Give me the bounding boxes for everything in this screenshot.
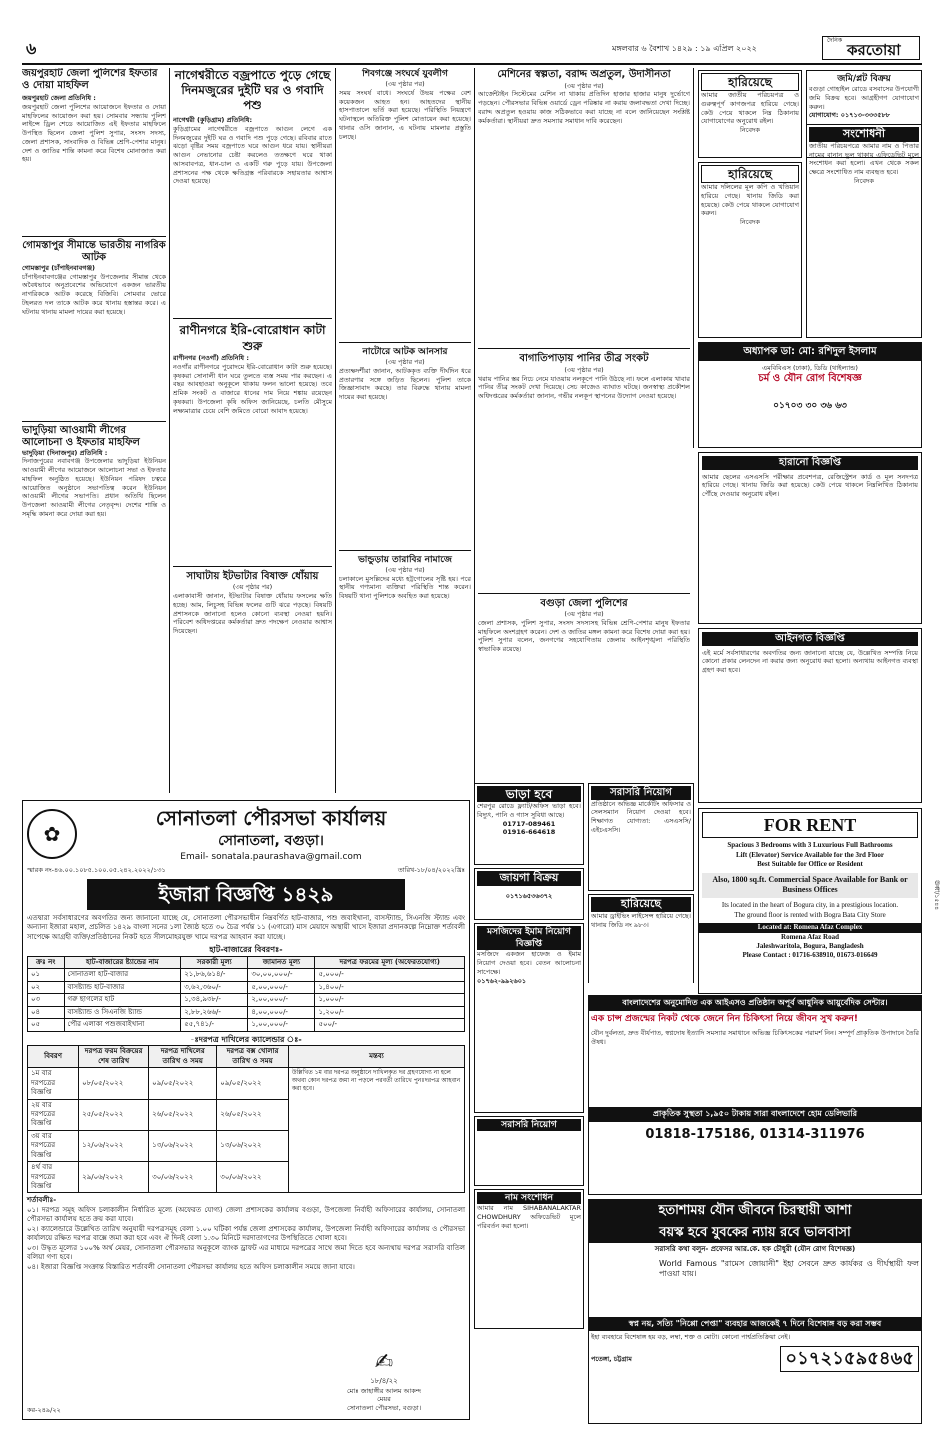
sh-head-2: বয়স্ক হবে যুবকের ন্যায় রবে ভালবাসা	[589, 1222, 921, 1244]
table-cell: ০৫	[28, 1019, 65, 1031]
table-cell: ১২/০৬/২০২২	[79, 1130, 149, 1161]
sh-sub: সরাসরি কথা বলুন- প্রফেসর আর.কে. হক চৌধুরী (যৌন রোগ বিশেষজ্ঞ)	[654, 1245, 856, 1254]
table-cell: ১৩/০৬/২০২২	[217, 1130, 289, 1161]
mayor-office: সোনাতলা পৌরসভা, বগুড়া।	[346, 1404, 422, 1413]
sexual-health-ad	[588, 1199, 922, 1424]
table-cell: ০৮/০৫/২০২২	[79, 1068, 149, 1099]
table-remark-cell: উল্লিখিত ১ম বার দরপত্র অনুষ্ঠানে দাখিলকৃত দর গ্রহণযোগ্য না হলে অথবা কোন দরপত্র জমা না পড়লে পরবর্তী তারিখে পুনঃদরপত্র আহবান করা হবে।	[288, 1068, 464, 1193]
story-8-sub: (৩য় পৃষ্ঠার পর)	[385, 358, 425, 367]
lost-notice-title: হারানো বিজ্ঞপ্তি	[702, 456, 918, 470]
sh-body: ইহা ব্যবহারে বিশেষাঙ্গ হয় বড়, লম্বা, শক্ত ও মোটা। কোনো পার্শ্বপ্রতিক্রিয়া নেই।	[591, 1333, 791, 1342]
table-cell: ০১	[28, 969, 65, 981]
for-rent-line-2: Lift (Elevator) Service Available for the 3rd Floor	[735, 850, 885, 859]
story-7-headline: শিবগঞ্জে সংঘর্ষে যুবলীগ	[362, 69, 448, 79]
mayor-name: মোঃ জাহাঙ্গীর আলম আকন্দ	[347, 1386, 421, 1395]
table-cell: ১,২০০/-	[315, 1006, 465, 1018]
doctor-specialty: চর্ম ও যৌন রোগ বিশেষজ্ঞ	[758, 373, 862, 385]
mayor-signature	[309, 1348, 459, 1413]
market-table-caption: হাট-বাজারের বিবরণঃ-	[209, 945, 283, 955]
table-cell: ৫৫,৭৪১/-	[181, 1019, 248, 1031]
story-5-headline: রাণীনগরে ইরি-বোরোধান কাটা শুরু	[179, 322, 326, 353]
story-1-body: জয়পুরহাট জেলা পুলিশের আয়োজনে ইফতার ও দোয়া মাহফিলের আয়োজন করা হয়। সোমবার সন্ধ্যায় পুলিশ লাইন্সে ড্রিল শেডে আয়োজিত এই ইফতার মাহফিলে উপস্থিত ছিলেন জেলা পুলিশ সুপার, সংসদ সদস্য, জেলা প্রশাসক, সাংবাদিক ও বিভিন্ন শ্রেণি-পেশার মানুষ। দেশ ও জাতির শান্তি কামনা করে বিশেষ মোনাজাত করা হয়।	[22, 102, 166, 164]
land-sale-body: বগুড়া গোহাইল রোডে বসবাসের উপযোগী জমি বিক্রয় হবে। আগ্রহীগণ যোগাযোগ করুন।	[809, 85, 919, 111]
column-1	[22, 68, 166, 793]
term-item: ০১। দরপত্র সমূহ অফিস চলাকালীন নির্ধারিত মূল্যে (অফেরত যোগ্য) জেলা প্রশাসকের কার্যালয় বগুড়া, উপজেলা নির্বাহী অফিসারের কার্যালয়, সোনাতলা পৌরসভা কার্যালয় হতে ক্রয় করা যাবে।	[27, 1205, 465, 1224]
table-cell: ৩,৬২,৩৬০/-	[181, 981, 248, 993]
story-9-sub: (৩য় পৃষ্ঠার পর)	[385, 565, 425, 574]
term-item: ০৪। ইজারা বিজ্ঞপ্তি সংক্রান্ত বিস্তারিত শর্তাবলী সোনাতলা পৌরসভা কার্যালয় হতে অফিস চলাকালীন সময়ে জানা যাবে।	[27, 1262, 355, 1271]
legal-notice	[698, 628, 922, 803]
table-cell: ০৩	[28, 994, 65, 1006]
sh-stripe: স্বপ্ন নয়, সত্যি "নিপ্পো পেপ্তা" ব্যবহার আজকেই ৭ দিনে বিশেষাঙ্গ বড় করা সম্ভব	[589, 1317, 921, 1332]
lost-ad-1	[698, 70, 802, 158]
story-2-headline: গোমস্তাপুর সীমান্তে ভারতীয় নাগরিক আটক	[22, 239, 166, 263]
calendar-table-caption: -ঃদরপত্র দাখিলের ক্যালেন্ডার ঃ-	[190, 1034, 302, 1044]
small-ads-2	[588, 783, 694, 983]
doctor-ad	[698, 342, 922, 448]
masthead	[22, 36, 922, 62]
table-cell: ৩০/০৬/২০২২	[217, 1162, 289, 1193]
story-4-headline: নাগেশ্বরীতে বজ্রপাতে পুড়ে গেছে দিনমজুরের দুইটি ঘর ও গবাদি পশু	[174, 68, 331, 112]
table-cell: সোনাতলা হাট-বাজার	[64, 969, 181, 981]
table-cell: ১,৩৪,৯৩৮/-	[181, 994, 248, 1006]
doctor-name: অধ্যাপক ডা: মো: রশিদুল ইসলাম	[699, 343, 921, 361]
lost-ad-2-body: আমার দলিলের মূল কপি ও খতিয়ান হারিয়ে গেছে। থানায় জিডি করা হয়েছে। কেউ পেয়ে থাকলে যোগাযোগ করুন।	[701, 183, 799, 218]
table-header-cell: দরপত্র ফরম বিক্রয়ের শেষ তারিখ	[79, 1046, 149, 1068]
story-7-sub: (৩য় পৃষ্ঠার পর)	[385, 80, 425, 89]
story-7-body: সময় সংঘর্ষ বাধে। সংঘর্ষে উভয় পক্ষের বেশ কয়েকজন আহত হন। আহতদের স্থানীয় হাসপাতালে ভর্তি করা হয়েছে। পরিস্থিতি নিয়ন্ত্রণে ঘটনাস্থলে অতিরিক্ত পুলিশ মোতায়েন করা হয়েছে। থানার ওসি জানান, এ ঘটনায় মামলার প্রস্তুতি চলছে।	[339, 88, 471, 141]
for-rent-line-5: Its located in the heart of Bogura city, in a prestigious location.	[721, 901, 899, 910]
job-ad-title: সরাসরি নিয়োগ	[591, 786, 691, 800]
lost-ad-3	[588, 894, 694, 983]
paper-name: করতোয়া	[847, 41, 901, 59]
story-6-body: এলাকাবাসী জানান, ইটভাটার বিষাক্ত ধোঁয়ায় ফসলের ক্ষতি হচ্ছে। আম, লিচুসহ বিভিন্ন ফলের গুটি ঝরে পড়ছে। বিষয়টি প্রশাসনকে জানানো হলেও কোনো ব্যবস্থা নেওয়া হয়নি। পরিবেশ অধিদপ্তরের কর্মকর্তারা দ্রুত পদক্ষেপ নেওয়ার আশ্বাস দিয়েছেন।	[173, 592, 332, 636]
correction-ad	[806, 124, 922, 338]
story-5-body: নওগাঁর রাণীনগরে পুরোদমে ইরি-বোরোধান কাটা শুরু হয়েছে। কৃষকরা সোনালী ধান ঘরে তুলতে ব্যস্ত সময় পার করছেন। এ বছর আবহাওয়া অনুকূলে থাকায় ফলন ভালো হয়েছে। তবে শ্রমিক সংকট ও বাজারে ধানের দাম নিয়ে শঙ্কায় রয়েছেন কৃষকরা। উপজেলা কৃষি অফিস জানিয়েছে, চলতি মৌসুমে লক্ষ্যমাত্রার চেয়ে বেশি জমিতে বোরো আবাদ হয়েছে।	[173, 362, 332, 415]
lost-ad-1-body: আমার জাতীয় পরিচয়পত্র ও গুরুত্বপূর্ণ কাগজপত্র হারিয়ে গেছে। কেউ পেয়ে থাকলে নিম্ন ঠিকানায় যোগাযোগের অনুরোধ রইল।	[701, 91, 799, 126]
for-rent-line-4: Also, 1800 sq.ft. Commercial Space Available for Bank or Business Offices	[702, 873, 918, 899]
column-4	[478, 68, 690, 793]
memo-number: স্মারক নং-৪৬.০০.১০৮৫.১০০.০৫.২৪২.২০২২/১৩১	[27, 866, 166, 875]
table-cell: ১৩/০৬/২০২২	[149, 1130, 217, 1161]
story-12-sub: (৩য় পৃষ্ঠার পর)	[564, 610, 604, 619]
lost-ad-1-sign: নিবেদক	[740, 126, 760, 135]
lost-ad-3-title: হারিয়েছে	[591, 897, 691, 912]
ayurvedic-price-line: প্রাকৃতিক সুস্থতা ১,৯৫০ টাকায় সারা বাংলাদেশে হোম ডেলিভারি	[589, 1107, 921, 1122]
name-change-body: আমার নাম SIHABANALAKTAR CHOWDHURY অফিডেভিট মূলে পরিবর্তন করা হলো।	[477, 1204, 581, 1230]
table-cell: বাসষ্ট্যান্ড হাট-বাজার	[64, 981, 181, 993]
ayurvedic-contact: 01818-175186, 01314-311976	[645, 1126, 865, 1142]
term-item: ০২। ক্যালেন্ডারে উল্লেখিত তারিখ অনুযায়ী দরপত্রসমূহ বেলা ১.০০ ঘটিকা পর্যন্ত জেলা প্রশাসকের কার্যালয়, উপজেলা নির্বাহী অফিসারের কার্যালয় ও পৌরসভা কার্যালয়ে রক্ষিত দরপত্র বাক্সে জমা করা হবে এবং ঐ দিনই বেলা ১.৩০ মিনিটে দরদাতাগণের উপস্থিতিতে খোলা হবে।	[27, 1224, 465, 1243]
sidebar-vertical-text: ঊব্বী/১৫৪৪	[933, 880, 940, 910]
story-3-byline: ভাদুড়িয়া (দিনাজপুর) প্রতিনিধি :	[22, 448, 108, 457]
correction-sign: নিবেদক	[854, 176, 874, 185]
signature-mark: ✍	[374, 1349, 394, 1375]
ayurvedic-ad	[588, 995, 922, 1195]
story-4-body: কুড়িগ্রামের নাগেশ্বরীতে বজ্রপাতে আগুন লেগে এক দিনমজুরের দুইটি ঘর ও গবাদি পশু পুড়ে গেছে। রবিবার রাতে ঝড়ো বৃষ্টির সময় বজ্রপাতে ঘরে আগুন ধরে যায়। স্থানীয়রা আগুন নেভানোর চেষ্টা করলেও ততক্ষণে ঘরে থাকা আসবাবপত্র, ধান-চাল ও একটি গরু পুড়ে যায়। উপজেলা প্রশাসনের পক্ষ থেকে ক্ষতিগ্রস্ত পরিবারকে সহায়তার আশ্বাস দেওয়া হয়েছে।	[173, 124, 332, 186]
table-row	[28, 969, 465, 981]
doctor-degree: এমবিবিএস (ঢাকা), ডিডি (থাইল্যান্ড)	[762, 363, 858, 372]
calendar-table	[27, 1045, 465, 1193]
table-cell: ২৯/০৬/২০২২	[79, 1162, 149, 1193]
table-cell: ২,৮৮,২৬৬/-	[181, 1006, 248, 1018]
terms-list	[27, 1206, 465, 1272]
story-2-byline: গোমস্তাপুর (চাঁপাইনবাবগঞ্জ)	[22, 263, 96, 272]
for-rent-line-7: Located at: Romena Afaz Complex	[699, 923, 921, 932]
job-ad-2-title: সরাসরি নিয়োগ	[477, 1119, 581, 1131]
story-9-body: চলাকালে মুসল্লিদের মধ্যে হট্টগোলের সৃষ্টি হয়। পরে স্থানীয় গণ্যমান্য ব্যক্তিরা পরিস্থিতি শান্ত করেন। বিষয়টি থানা পুলিশকে অবহিত করা হয়েছে।	[339, 574, 471, 601]
lost-ad-1-title: হারিয়েছে	[701, 73, 799, 91]
story-10-headline: মেশিনের স্বল্পতা, বরাদ্দ অপ্রতুল, উদাসীনতা	[497, 69, 671, 80]
table-cell: ২৫/০৫/২০২২	[79, 1099, 149, 1130]
story-8-body: প্রত্যক্ষদর্শীরা জানান, আটককৃত ব্যক্তি দীর্ঘদিন ধরে প্রতারণার সঙ্গে জড়িত ছিলেন। পুলিশ তাকে জিজ্ঞাসাবাদ করছে। তার বিরুদ্ধে থানায় মামলা দায়ের করা হয়েছে।	[339, 366, 471, 402]
story-11-body: খরায় পানির স্তর নিচে নেমে যাওয়ায় নলকূপে পানি উঠছে না। ফলে এলাকায় খাবার পানির তীব্র সংকট দেখা দিয়েছে। সেচ কাজেও ব্যাঘাত ঘটছে। জনস্বাস্থ্য প্রকৌশল অধিদপ্তরের কর্মকর্তারা জানান, গভীর নলকূপ স্থাপনের উদ্যোগ নেওয়া হয়েছে।	[478, 374, 690, 401]
story-12-headline: বগুড়া জেলা পুলিশের	[540, 597, 628, 609]
story-3-headline: ভাদুড়িয়া আওয়ামী লীগের আলোচনা ও ইফতার মাহফিল	[22, 424, 140, 448]
paper-name-box	[822, 36, 920, 60]
paper-small: দৈনিক	[827, 37, 843, 44]
land-sale-contact: যোগাযোগ: ০১৭১৩-৩৩৩৫৮৮	[809, 111, 890, 120]
land-sale-small	[474, 868, 584, 920]
job-ad	[588, 783, 694, 891]
pourashava-logo: ✿	[27, 809, 77, 859]
story-8-headline: নাটোরে আটক আনসার	[362, 346, 448, 357]
imam-ad-body: মসজিদে একজন হাফেজ ও ইমাম নিয়োগ দেওয়া হবে। বেতন আলোচনা সাপেক্ষে।	[477, 950, 581, 976]
karo-number: কর-২৪৯/২২	[27, 1406, 61, 1415]
signature-date: ১৮/৪/২২	[370, 1377, 398, 1386]
table-cell: ২৬/০৫/২০২২	[217, 1099, 289, 1130]
table-header-cell: জামানত মূল্য	[248, 956, 315, 968]
sh-phone: ০১৭২১৫৯৫৪৬৫	[780, 1346, 919, 1372]
table-row	[28, 1006, 465, 1018]
correction-title: সংশোধনী	[809, 127, 919, 142]
table-row	[28, 994, 465, 1006]
table-row	[28, 1068, 465, 1099]
table-cell: ১,০০০/-	[315, 994, 465, 1006]
table-cell: ৩০/০৬/২০২২	[149, 1162, 217, 1193]
table-cell: ৫,০০০/-	[315, 969, 465, 981]
story-12-body: জেলা প্রশাসক, পুলিশ সুপার, সংসদ সদস্যসহ বিভিন্ন শ্রেণি-পেশার মানুষ ইফতার মাহফিলে অংশগ্রহণ করেন। দেশ ও জাতির মঙ্গল কামনা করে বিশেষ দোয়া করা হয়। পুলিশ সুপার বলেন, জনগণের সহযোগিতায় জেলায় আইনশৃঙ্খলা পরিস্থিতি স্বাভাবিক রয়েছে।	[478, 618, 690, 654]
table-cell: ১,০০,০০০/-	[248, 1019, 315, 1031]
table-cell: ০৯/০৫/২০২২	[149, 1068, 217, 1099]
term-item: ০৩। উদ্ধৃত মূল্যের ১০০% অর্থ মেয়র, সোনাতলা পৌরসভার অনুকূলে ব্যাংক ড্রাফট এর মাধ্যমে দরপত্রের সাথে জমা দিতে হবে অন্যথায় দরপত্র সরাসরি বাতিল বলিয়া গণ্য হবে।	[27, 1243, 465, 1262]
date-line: মঙ্গলবার ৬ বৈশাখ ১৪২৯ : ১৯ এপ্রিল ২০২২	[612, 44, 757, 53]
story-11-sub: (৩য় পৃষ্ঠার পর)	[564, 365, 604, 374]
story-11-headline: বাগাতিপাড়ায় পানির তীব্র সংকট	[519, 353, 649, 365]
pourashava-email: Email- sonatala.paurashava@gmail.com	[180, 851, 362, 862]
mayor-title: মেয়র	[377, 1395, 391, 1404]
table-row	[28, 981, 465, 993]
table-header-cell: সরকারী মূল্য	[181, 956, 248, 968]
lost-ad-2	[698, 162, 802, 338]
table-cell: গরু ছাগলের হাট	[64, 994, 181, 1006]
terms-title: শর্তাবলীঃ-	[27, 1196, 57, 1205]
job-ad-body: প্রতিষ্ঠানে অভিজ্ঞ মার্কেটিং অফিসার ও সেলসম্যান নিয়োগ দেওয়া হবে। শিক্ষাগত যোগ্যতা: এসএসসি/এইচএসসি।	[591, 799, 691, 834]
table-cell: ২১,৮৬,৬১৪/-	[181, 969, 248, 981]
table-cell: বাসষ্ট্যান্ড ও সিএনজি ষ্ট্যান্ড	[64, 1006, 181, 1018]
imam-ad	[474, 923, 584, 1113]
table-row	[28, 1019, 465, 1031]
imam-ad-contact: ০১৭৬২-৯৯২৬০১	[477, 976, 527, 985]
table-cell: ৫০০/-	[315, 1019, 465, 1031]
table-header-cell: বিবরণ	[28, 1046, 79, 1068]
table-cell: ২য় বার দরপত্রের বিজ্ঞপ্তি	[28, 1099, 79, 1130]
table-header-cell: দরপত্র বক্স খোলার তারিখ ও সময়	[217, 1046, 289, 1068]
story-10-sub: (৩য় পৃষ্ঠার পর)	[564, 81, 604, 90]
story-4-byline: নাগেশ্বরী (কুড়িগ্রাম) প্রতিনিধি:	[173, 116, 253, 124]
for-rent-line-3: Best Suitable for Office or Resident	[757, 860, 863, 869]
rent-ad-title: ভাড়া হবে	[477, 786, 581, 802]
lease-notice-title: ইজারা বিজ্ঞপ্তি ১৪২৯	[87, 879, 405, 910]
lost-notice	[698, 452, 922, 624]
imam-ad-title: মসজিদের ইমাম নিয়োগ বিজ্ঞপ্তি	[477, 926, 581, 950]
table-cell: ১,৪০০/-	[315, 981, 465, 993]
table-header-cell: মন্তব্য	[288, 1046, 464, 1068]
table-cell: ০৪	[28, 1006, 65, 1018]
story-1-headline: জয়পুরহাট জেলা পুলিশের ইফতার ও দোয়া মাহফিল	[22, 68, 158, 91]
lost-ad-2-title: হারিয়েছে	[701, 165, 799, 183]
column-3	[339, 68, 471, 793]
story-2-body: চাঁপাইনবাবগঞ্জের গোমস্তাপুর উপজেলার সীমান্ত থেকে অবৈধভাবে অনুপ্রবেশের অভিযোগে একজন ভারতীয় নাগরিককে আটক করেছে বিজিবি। সোমবার ভোরে টহলরত দল তাকে আটক করে থানায় হস্তান্তর করে। এ ঘটনায় থানায় মামলা দায়ের করা হয়েছে।	[22, 272, 166, 316]
table-cell: ৩য় বার দরপত্রের বিজ্ঞপ্তি	[28, 1130, 79, 1161]
name-change-ad	[474, 1189, 584, 1329]
lease-intro: এতদ্বারা সর্বসাধারণের অবগতির জন্য জানানো যাচ্ছে যে, সোনাতলা পৌরসভাধীন নিম্নবর্ণিত হাট-বাজার, পশু জবাইখানা, বাসস্ট্যান্ড, সিএনজি স্ট্যান্ড এবং অন্যান্য ইজারা মহাল, প্রচলিত ১৪২৯ বাংলা সনের ১লা জ্যৈষ্ঠ হতে ৩০ চৈত্র পর্যন্ত ১১ (এগারো) মাস মেয়াদে অস্থায়ী খাসে ইজারা প্রদানকল্পে নিম্নোক্ত শর্তাবলী সাপেক্ষে আগ্রহী ব্যক্তি/প্রতিষ্ঠানের নিকট হতে সীলমোহরযুক্ত খামে দরপত্র আহবান করা যাচ্ছে।	[27, 913, 465, 941]
story-5-byline: রাণীনগর (নওগাঁ) প্রতিনিধি :	[173, 354, 249, 363]
table-cell: ০২	[28, 981, 65, 993]
small-ads	[474, 783, 584, 1423]
rent-ad	[474, 783, 584, 865]
table-cell: পৌর এলাকা পশুজবাইখানা	[64, 1019, 181, 1031]
ayurvedic-head: এক চান্স প্রজন্মের নিকট থেকে জেনে নিন চিকিৎসা নিয়ে জীবন সুখ করুন!	[591, 1013, 858, 1024]
rent-ad-contact: 01717-089461 01916-664618	[502, 819, 556, 837]
for-rent-line-8: Romena Afaz Road	[781, 932, 839, 941]
memo-date: তারিখ-১৮/০৪/২০২২খ্রিঃ	[397, 866, 465, 875]
table-header-cell: ক্রঃ নং	[28, 956, 65, 968]
for-rent-line-10: Please Contact : 01716-638910, 01673-016649	[742, 951, 878, 960]
land-sale-small-title: জায়গা বিক্রয়	[477, 871, 581, 886]
sh-address: পতেঙ্গা, চট্টগ্রাম	[591, 1354, 632, 1363]
story-9-headline: ভান্ডুড়ায় তারাবির নামাজে	[358, 554, 452, 565]
story-6-headline: সাঘাটায় ইটভাটার বিষাক্ত ধোঁয়ায়	[186, 570, 319, 582]
page-number: ৬	[26, 39, 37, 58]
lost-notice-body: আমার ছেলের এসএসসি পরীক্ষার প্রবেশপত্র, রেজিস্ট্রেশন কার্ড ও মূল সনদপত্র হারিয়ে গেছে। থানায় জিডি করা হয়েছে। কেউ পেয়ে থাকলে নিম্নলিখিত ঠিকানায় পৌঁছে দেওয়ার অনুরোধ রইল।	[702, 472, 918, 499]
for-rent-line-9: Jaleshwaritola, Bogura, Bangladesh	[756, 941, 864, 950]
for-rent-line-1: Spacious 3 Bedrooms with 3 Luxurious Full Bathrooms	[727, 841, 893, 850]
for-rent-line-6: The ground floor is rented with Bogra Bata City Store	[734, 910, 886, 919]
lost-ad-2-sign: নিবেদক	[740, 218, 760, 227]
table-cell: ০৯/০৫/২০২২	[217, 1068, 289, 1099]
for-rent-title: FOR RENT	[702, 812, 918, 838]
table-cell: ১ম বার দরপত্রের বিজ্ঞপ্তি	[28, 1068, 79, 1099]
table-cell: ৩০,০০,০০০/-	[248, 969, 315, 981]
table-cell: ৪র্থ বার দরপত্রের বিজ্ঞপ্তি	[28, 1162, 79, 1193]
rent-ad-body: শেরপুর রোডে ফ্ল্যাট/অফিস ভাড়া হবে। বিদ্যুৎ, পানি ও গ্যাস সুবিধা আছে।	[477, 802, 581, 819]
table-header-cell: দরপত্র দাখিলের তারিখ ও সময়	[149, 1046, 217, 1068]
ayurvedic-body: যৌন দুর্বলতা, দ্রুত বীর্যপাত, স্বপ্নদোষ ইত্যাদি সমস্যার সমাধানে অভিজ্ঞ চিকিৎসকের পরামর্শ নিন। সম্পূর্ণ প্রাকৃতিক উপাদানে তৈরি ঔষধ।	[591, 1028, 919, 1046]
for-rent-ad	[698, 808, 922, 994]
pourashava-office-title: সোনাতলা পৌরসভা কার্যালয়	[155, 806, 387, 830]
land-sale-small-contact: ০১৭১৬৫৩৬৩৭২	[505, 891, 553, 900]
legal-notice-title: আইনগত বিজ্ঞপ্তি	[702, 632, 918, 646]
doctor-contact: ০১৭০৩ ৩০ ৩৬ ৬৩	[773, 400, 847, 411]
table-cell: ২,০০,০০০/-	[248, 994, 315, 1006]
story-1-byline: জয়পুরহাট জেলা প্রতিনিধি :	[22, 94, 96, 102]
name-change-title: নাম সংশোধন	[477, 1192, 581, 1204]
pourashava-office-place: সোনাতলা, বগুড়া।	[218, 833, 324, 849]
correction-body: জাতীয় পরিচয়পত্রে আমার নাম ও পিতার নামের বানান ভুল থাকায় এফিডেভিট মূলে সংশোধন করা হলো। এখন থেকে সকল ক্ষেত্রে সংশোধিত নাম ব্যবহৃত হবে।	[809, 141, 919, 177]
sh-head-1: হতাশাময় যৌন জীবনে চিরস্থায়ী আশা	[589, 1200, 921, 1222]
ayurvedic-banner: বাংলাদেশের অনুমোদিত এক আইএসও প্রতিষ্ঠান অপূর্ব আধুনিক আয়ুর্বেদিক সেন্টার।	[589, 996, 921, 1011]
table-cell: ৫,০০,০০০/-	[248, 981, 315, 993]
table-header-cell: দরপত্র ফরমের মূল্য (অফেরতযোগ্য)	[315, 956, 465, 968]
story-3-body: দিনাজপুরের নবাবগঞ্জ উপজেলার ভাদুড়িয়া ইউনিয়ন আওয়ামী লীগের আয়োজনে আলোচনা সভা ও ইফতার মাহফিল অনুষ্ঠিত হয়েছে। ইউনিয়ন পরিষদ চত্বরে আয়োজিত অনুষ্ঠানে সভাপতিত্ব করেন ইউনিয়ন আওয়ামী লীগের সভাপতি। প্রধান অতিথি ছিলেন উপজেলা আওয়ামী লীগের নেতৃবৃন্দ। দেশের শান্তি ও সমৃদ্ধি কামনা করে দোয়া করা হয়।	[22, 457, 166, 518]
column-2	[173, 68, 332, 793]
table-cell: ২৬/০৫/২০২২	[149, 1099, 217, 1130]
story-6-sub: (৩য় পৃষ্ঠার পর)	[232, 583, 273, 592]
story-10-body: আর্জেন্টাইন সিস্টেমের মেশিন না থাকায় প্রতিদিন হাজার হাজার মানুষ দুর্ভোগে পড়ছেন। পৌরসভার বিভিন্ন ওয়ার্ডে ড্রেন পরিষ্কার না করায় জলাবদ্ধতা দেখা দিচ্ছে। বরাদ্দ অপ্রতুল হওয়ায় কাজ সঠিকভাবে করা যাচ্ছে না বলে জানিয়েছেন সংশ্লিষ্ট কর্মকর্তারা। স্থানীয়রা দ্রুত সমস্যার সমাধান দাবি করেছেন।	[478, 90, 690, 125]
sh-famous: World Famous "রামেস জোয়ানী" ইহা সেবনে দ্রুত কার্যকর ও দীর্ঘস্থায়ী ফল পাওয়া যায়।	[659, 1258, 919, 1279]
job-ad-2	[474, 1116, 584, 1186]
market-table	[27, 956, 465, 1032]
legal-notice-body: এই মর্মে সর্বসাধারণের অবগতির জন্য জানানো যাচ্ছে যে, উল্লেখিত সম্পত্তি নিয়ে কোনো প্রকার লেনদেন না করার জন্য অনুরোধ করা হলো। অন্যথায় আইনগত ব্যবস্থা গ্রহণ করা হবে।	[702, 648, 918, 675]
pourashava-notice	[22, 800, 470, 1420]
land-sale-title: জমি/প্লট বিক্রয়	[837, 74, 891, 84]
table-cell: ৪,০০,০০০/-	[248, 1006, 315, 1018]
table-header-cell: হাট-বাজারের ষ্ট্যান্ডের নাম	[64, 956, 181, 968]
lost-ad-3-body: আমার ড্রাইভিং লাইসেন্স হারিয়ে গেছে। থানায় জিডি নং ৯৮৩।	[591, 911, 691, 929]
